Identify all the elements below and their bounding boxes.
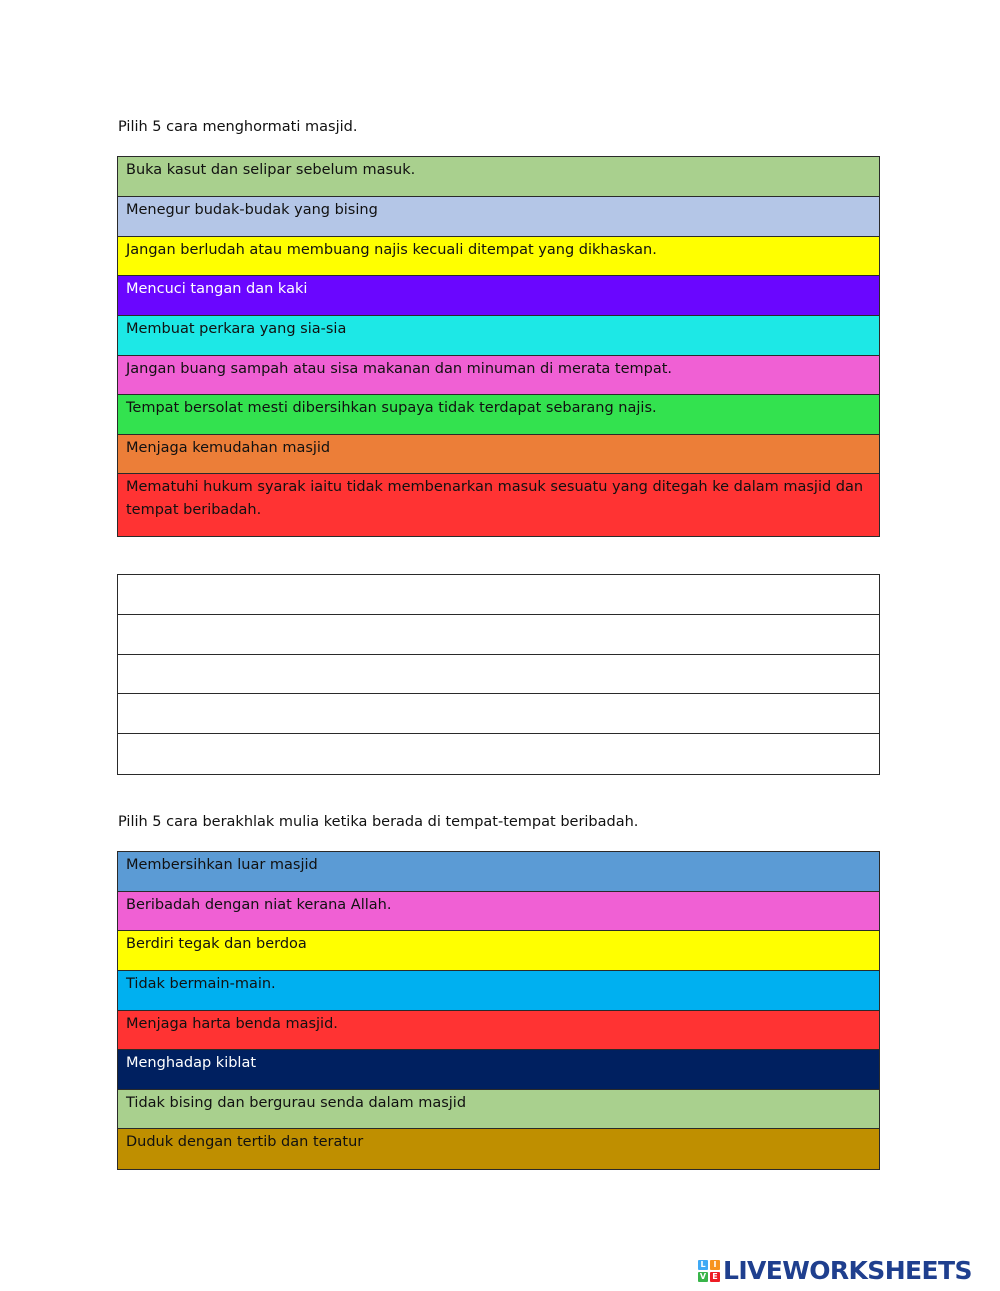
option-item[interactable]: Menghadap kiblat xyxy=(118,1050,879,1090)
logo-tile: I xyxy=(710,1260,720,1270)
answer-drop-slot[interactable] xyxy=(118,655,879,695)
logo-tile: V xyxy=(699,1272,707,1281)
logo-tile: L xyxy=(698,1260,708,1270)
section1-instruction: Pilih 5 cara menghormati masjid. xyxy=(118,119,358,135)
section2-instruction: Pilih 5 cara berakhlak mulia ketika berada di tempat-tempat beribadah. xyxy=(118,814,639,830)
option-item[interactable]: Menjaga harta benda masjid. xyxy=(118,1011,879,1050)
section2-option-list xyxy=(117,851,880,1170)
option-item[interactable]: Menjaga kemudahan masjid xyxy=(118,435,879,474)
liveworksheets-logo xyxy=(698,1258,972,1284)
answer-drop-slot[interactable] xyxy=(118,575,879,615)
option-item[interactable]: Menegur budak-budak yang bising xyxy=(118,197,879,237)
option-item[interactable]: Berdiri tegak dan berdoa xyxy=(118,931,879,971)
answer-drop-slot[interactable] xyxy=(118,734,879,774)
section1-answer-area xyxy=(117,574,880,775)
option-item[interactable]: Tempat bersolat mesti dibersihkan supaya tidak terdapat sebarang najis. xyxy=(118,395,879,435)
option-item[interactable]: Mematuhi hukum syarak iaitu tidak membenarkan masuk sesuatu yang ditegah ke dalam masjid dan tempat beribadah. xyxy=(118,474,879,536)
option-item[interactable]: Tidak bermain-main. xyxy=(118,971,879,1011)
option-item[interactable]: Tidak bising dan bergurau senda dalam masjid xyxy=(118,1090,879,1129)
option-item[interactable]: Beribadah dengan niat kerana Allah. xyxy=(118,892,879,931)
option-item[interactable]: Membuat perkara yang sia-sia xyxy=(118,316,879,356)
option-item[interactable]: Jangan buang sampah atau sisa makanan dan minuman di merata tempat. xyxy=(118,356,879,395)
option-item[interactable]: Jangan berludah atau membuang najis kecuali ditempat yang dikhaskan. xyxy=(118,237,879,276)
logo-tiles-icon xyxy=(698,1260,720,1282)
option-item[interactable]: Membersihkan luar masjid xyxy=(118,852,879,892)
logo-wordmark: LIVEWORKSHEETS xyxy=(723,1256,972,1285)
section1-option-list xyxy=(117,156,880,537)
option-item[interactable]: Buka kasut dan selipar sebelum masuk. xyxy=(118,157,879,197)
answer-drop-slot[interactable] xyxy=(118,694,879,734)
option-item[interactable]: Duduk dengan tertib dan teratur xyxy=(118,1129,879,1169)
answer-drop-slot[interactable] xyxy=(118,615,879,655)
logo-tile: E xyxy=(710,1272,720,1282)
option-item[interactable]: Mencuci tangan dan kaki xyxy=(118,276,879,316)
